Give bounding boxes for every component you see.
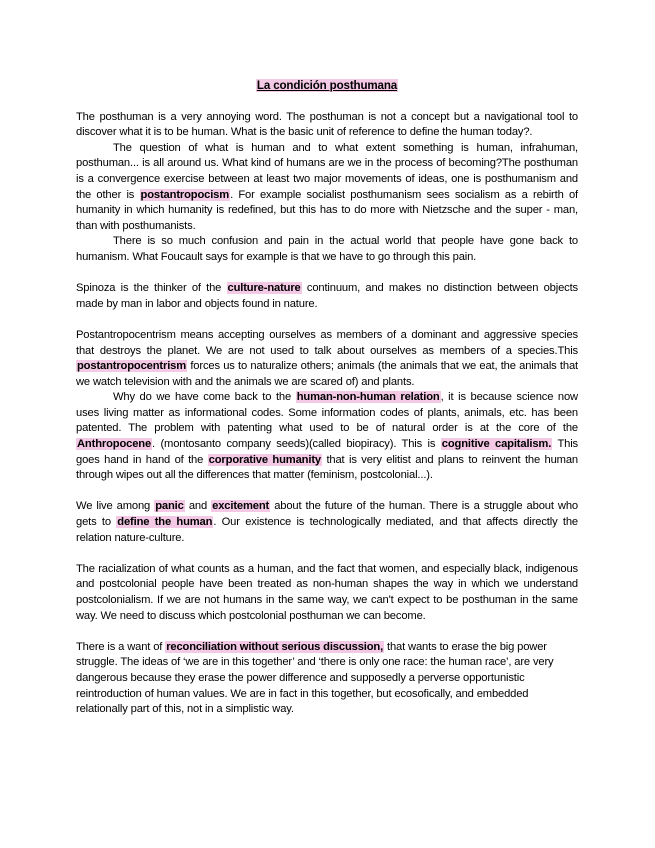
highlight-culture-nature: culture-nature	[227, 282, 301, 295]
highlight-define-the-human: define the human	[117, 516, 213, 529]
highlight-postantropocism: postantropocism	[140, 188, 230, 201]
highlight-human-non-human: human-non-human relation	[296, 391, 440, 404]
paragraph-8: The racialization of what counts as a human, and the fact that women, and especially black, indigenous and postcolonial people have been treated as non-human shapes the way in which we understand postcolonialism. If we are not humans in the same way, we can't expect to be posthuman in the same way. We need to discuss which postcolonial posthuman we can become.	[76, 562, 578, 622]
document-page	[76, 78, 578, 718]
paragraph-9: There is a want of reconciliation without serious discussion, that wants to erase the big power struggle. The ideas of ‘we are in this together’ and ‘there is only one race: the human race’, are very dangerous because they erase the power difference and supposedly a perverse opportunistic reintroduction of human values. We are in fact in this together, but ecosofically, and embedded relationally part of this, not in a simplistic way.	[76, 640, 554, 716]
page-title: La condición posthumana	[256, 79, 398, 92]
paragraph-2: The question of what is human and to what extent something is human, infrahuman, posthuman... is all around us. What kind of humans are we in the process of becoming?The posthuman is a convergence exercise between at least two major movements of ideas, one is posthumanism and the other is postantropocism. For example socialist posthumanism sees socialism as a rebirth of humanity in which humanity is redefined, but this has to do more with Nietzsche and the super - man, than with posthumanists.	[76, 141, 578, 232]
paragraph-4: Spinoza is the thinker of the culture-nature continuum, and makes no distinction between objects made by man in labor and objects found in nature.	[76, 282, 578, 310]
highlight-corporative-humanity: corporative humanity	[208, 453, 321, 466]
highlight-reconciliation: reconciliation without serious discussion,	[166, 640, 384, 653]
highlight-anthropocene: Anthropocene	[77, 438, 152, 451]
paragraph-3: There is so much confusion and pain in the actual world that people have gone back to humanism. What Foucault says for example is that we have to go through this pain.	[76, 235, 578, 263]
highlight-excitement: excitement	[212, 500, 270, 513]
paragraph-7: We live among panic and excitement about the future of the human. There is a struggle about who gets to define the human. Our existence is technologically mediated, and that affects directly the relation nature-culture.	[76, 500, 578, 544]
highlight-cognitive-capitalism: cognitive capitalism.	[441, 438, 552, 451]
paragraph-6: Why do we have come back to the human-non-human relation, it is because science now uses living matter as informational codes. Some information codes of plants, animals, etc. has been patented. The problem with patenting what used to be of natural order is at the core of the Anthropocene. (montosanto company seeds)(called biopiracy). This is cognitive capitalism. This goes hand in hand of the corporative humanity that is very elitist and plans to reinvent the human through wipes out all the differences that matter (feminism, postcolonial...).	[76, 391, 578, 482]
paragraph-1: The posthuman is a very annoying word. The posthuman is not a concept but a navigational tool to discover what it is to be human. What is the basic unit of reference to define the human today?.	[76, 110, 578, 139]
highlight-panic: panic	[155, 500, 184, 513]
paragraph-5: Postantropocentrism means accepting ourselves as members of a dominant and aggressive species that destroys the planet. We are not used to talk about ourselves as members of a species.This postantropocentrism forces us to naturalize others; animals (the animals that we eat, the animals that we watch television with and the animals we are scared of) and plants.	[76, 328, 578, 388]
highlight-postantropocentrism: postantropocentrism	[77, 360, 187, 373]
